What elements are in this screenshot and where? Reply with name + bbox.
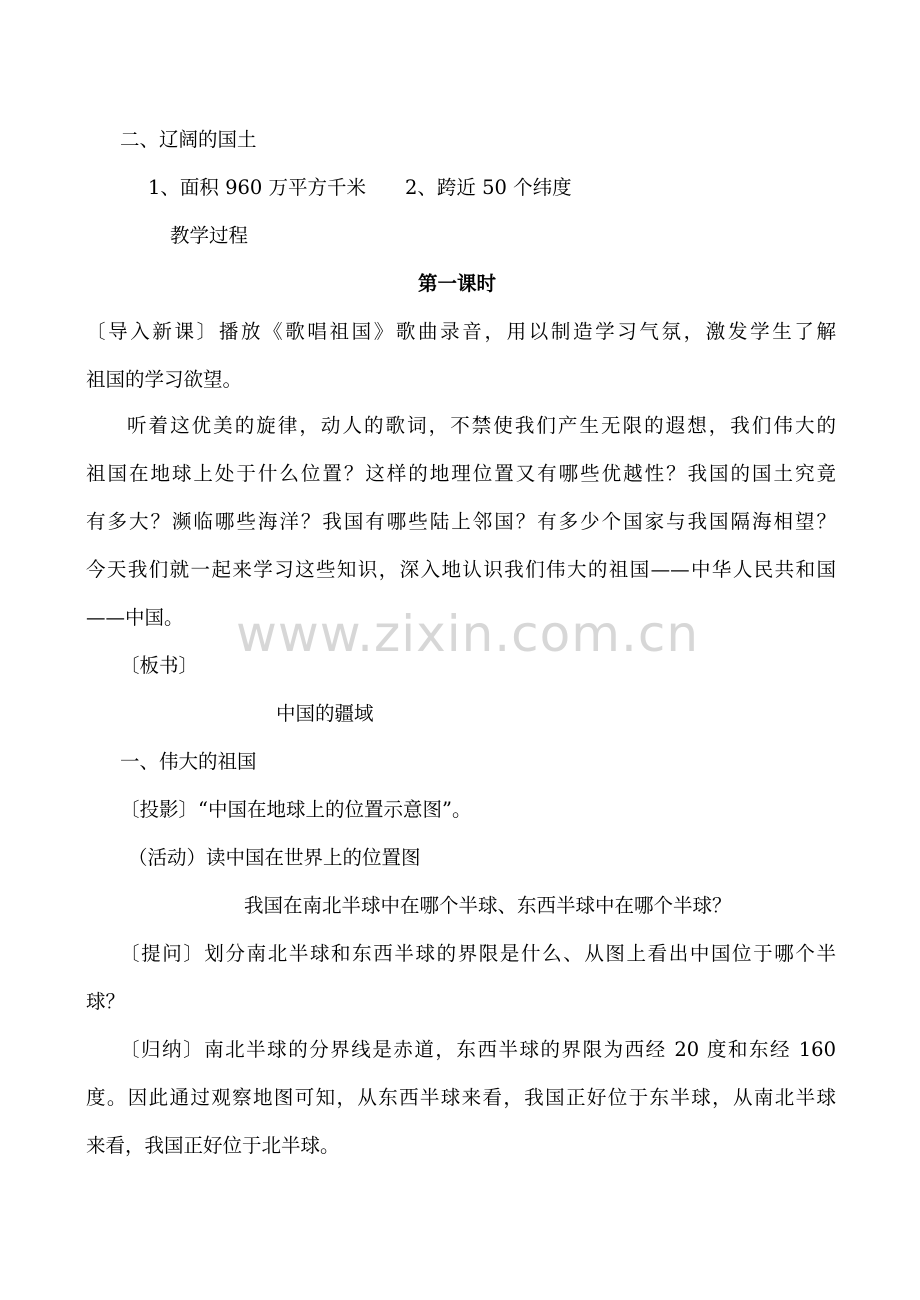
para2-line-4: 今天我们就一起来学习这些知识，深入地认识我们伟大的祖国——中华人民共和国 [86,558,836,581]
process-title: 教学过程 [170,224,249,247]
summary-line-3: 来看，我国正好位于北半球。 [86,1134,340,1157]
section2-items: 1、面积 960 万平方千米 2、跨近 50 个纬度 [148,176,572,199]
activity-line: （活动）读中国在世界上的位置图 [128,846,421,869]
board-label: 〔板书〕 [120,654,199,677]
intro-line-2: 祖国的学习欲望。 [86,368,243,391]
summary-line-2: 度。因此通过观察地图可知，从东西半球来看，我国正好位于东半球，从南北半球 [86,1086,836,1109]
para2-line-2: 祖国在地球上处于什么位置？这样的地理位置又有哪些优越性？我国的国土究竟 [86,462,836,485]
projection-line: 〔投影〕“中国在地球上的位置示意图”。 [120,798,472,821]
para2-line-5: ——中国。 [86,606,184,629]
watermark: www.zixin.com.cn [236,605,700,663]
lesson-title: 第一课时 [418,272,497,295]
para2-line-1: 听着这优美的旋律，动人的歌词，不禁使我们产生无限的遐想，我们伟大的 [127,414,836,437]
activity-question: 我国在南北半球中在哪个半球、东西半球中在哪个半球？ [244,894,732,917]
board-title: 中国的疆域 [276,702,374,725]
question-line-2: 球？ [86,990,126,1013]
intro-line-1: 〔导入新课〕播放《歌唱祖国》歌曲录音，用以制造学习气氛，激发学生了解 [86,320,836,343]
question-line-1: 〔提问〕划分南北半球和东西半球的界限是什么、从图上看出中国位于哪个半 [120,942,836,965]
section1-title: 一、伟大的祖国 [120,750,257,773]
summary-line-1: 〔归纳〕南北半球的分界线是赤道，东西半球的界限为西经 20 度和东经 160 [120,1038,836,1061]
para2-line-3: 有多大？濒临哪些海洋？我国有哪些陆上邻国？有多少个国家与我国隔海相望？ [86,510,836,533]
section2-title: 二、辽阔的国土 [120,128,257,151]
